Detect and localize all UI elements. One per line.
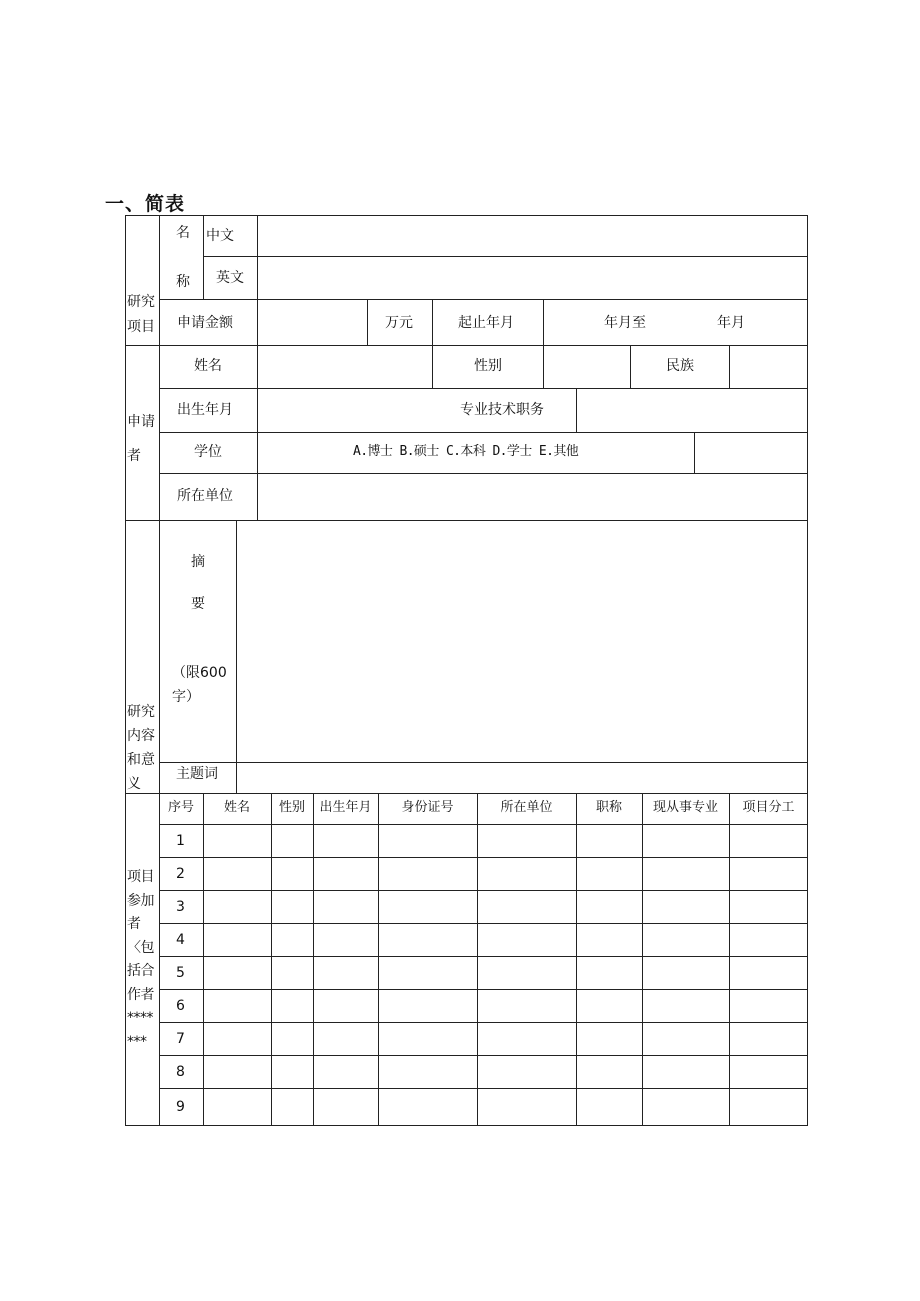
- participant-cell[interactable]: [379, 1089, 477, 1126]
- participants-header-2: 性别: [278, 800, 306, 815]
- participant-cell[interactable]: [577, 825, 642, 857]
- participant-cell[interactable]: [314, 957, 378, 989]
- abstract-label-char1: 摘: [191, 554, 205, 570]
- participant-cell[interactable]: [314, 990, 378, 1022]
- participant-cell[interactable]: [379, 825, 477, 857]
- participant-cell[interactable]: [730, 1056, 808, 1088]
- participants-header-5: 所在单位: [500, 800, 553, 815]
- participant-cell[interactable]: [643, 858, 729, 890]
- participant-cell[interactable]: [478, 957, 576, 989]
- participant-cell[interactable]: [577, 990, 642, 1022]
- name-label-part1: 名: [176, 225, 190, 241]
- participants-header-0: 序号: [167, 800, 195, 815]
- participant-cell[interactable]: [272, 990, 313, 1022]
- participant-cell[interactable]: [314, 825, 378, 857]
- participant-row-index: 9: [176, 1099, 185, 1115]
- divider-project-applicant: [125, 345, 808, 346]
- participant-cell[interactable]: [730, 990, 808, 1022]
- participant-cell[interactable]: [204, 924, 271, 956]
- participants-header-6: 职称: [595, 800, 623, 815]
- participant-cell[interactable]: [204, 858, 271, 890]
- period-label: 起止年月: [458, 315, 514, 331]
- participant-cell[interactable]: [643, 957, 729, 989]
- participants-header-1: 姓名: [223, 800, 251, 815]
- participant-cell[interactable]: [643, 1056, 729, 1088]
- birth-label: 出生年月: [177, 402, 233, 418]
- participant-cell[interactable]: [577, 1023, 642, 1055]
- participant-cell[interactable]: [379, 990, 477, 1022]
- participant-cell[interactable]: [478, 1089, 576, 1126]
- participant-cell[interactable]: [730, 825, 808, 857]
- participant-cell[interactable]: [379, 1056, 477, 1088]
- participant-cell[interactable]: [314, 1056, 378, 1088]
- participant-cell[interactable]: [314, 924, 378, 956]
- participant-cell[interactable]: [730, 1089, 808, 1126]
- participants-header-7: 现从事专业: [652, 800, 719, 815]
- participant-cell[interactable]: [577, 957, 642, 989]
- participant-cell[interactable]: [730, 957, 808, 989]
- participant-cell[interactable]: [577, 858, 642, 890]
- chinese-name-field[interactable]: [258, 216, 807, 256]
- participants-header-3: 出生年月: [319, 800, 372, 815]
- participant-cell[interactable]: [204, 1089, 271, 1126]
- participant-row-index: 4: [176, 931, 185, 948]
- unit-label: 所在单位: [177, 488, 233, 504]
- amount-label: 申请金额: [177, 315, 233, 331]
- project-group-label: 研究项目: [127, 294, 155, 335]
- participant-cell[interactable]: [379, 924, 477, 956]
- participant-cell[interactable]: [272, 1056, 313, 1088]
- participant-cell[interactable]: [478, 924, 576, 956]
- participant-row-index: 6: [176, 997, 185, 1014]
- degree-options[interactable]: A.博士 B.硕士 C.本科 D.学士 E.其他: [353, 444, 579, 459]
- participant-cell[interactable]: [577, 924, 642, 956]
- participants-group-label: 项目参加者〈包括合作者*******: [127, 869, 154, 1050]
- unit-field[interactable]: [258, 474, 807, 520]
- ethnicity-label: 民族: [666, 358, 694, 374]
- participant-cell[interactable]: [272, 891, 313, 923]
- applicant-group-label: 申请者: [127, 414, 155, 464]
- ethnicity-field[interactable]: [730, 346, 807, 388]
- name-label-part2: 称: [176, 274, 190, 290]
- participant-cell[interactable]: [643, 924, 729, 956]
- participant-cell[interactable]: [204, 1056, 271, 1088]
- participant-cell[interactable]: [478, 1056, 576, 1088]
- gender-field[interactable]: [544, 346, 630, 388]
- amount-field[interactable]: [258, 300, 366, 344]
- degree-label: 学位: [194, 444, 222, 460]
- amount-unit: 万元: [385, 315, 413, 331]
- keywords-label: 主题词: [176, 766, 218, 782]
- participant-cell[interactable]: [204, 825, 271, 857]
- applicant-name-field[interactable]: [258, 346, 432, 388]
- birth-field[interactable]: [258, 389, 432, 432]
- english-name-field[interactable]: [258, 257, 807, 299]
- degree-extra-field[interactable]: [695, 433, 807, 473]
- participant-cell[interactable]: [730, 858, 808, 890]
- divider-research-participants: [125, 793, 808, 794]
- chinese-name-label: 中文: [206, 228, 234, 244]
- participant-row-index: 1: [176, 832, 185, 849]
- english-name-label: 英文: [216, 270, 244, 286]
- participant-cell[interactable]: [379, 1023, 477, 1055]
- participant-cell[interactable]: [204, 891, 271, 923]
- participant-cell[interactable]: [643, 1023, 729, 1055]
- participant-row-index: 2: [176, 865, 185, 882]
- participant-cell[interactable]: [643, 825, 729, 857]
- participant-cell[interactable]: [314, 858, 378, 890]
- participant-cell[interactable]: [730, 891, 808, 923]
- abstract-limit-note: （限600字）: [172, 665, 227, 705]
- participant-row-index: 7: [176, 1030, 185, 1047]
- participant-cell[interactable]: [478, 990, 576, 1022]
- participant-cell[interactable]: [204, 990, 271, 1022]
- participant-cell[interactable]: [643, 891, 729, 923]
- participants-header-8: 项目分工: [742, 800, 795, 815]
- research-group-label: 研究内容和意义: [127, 704, 155, 792]
- period-from[interactable]: 年月至: [604, 315, 646, 331]
- participant-cell[interactable]: [577, 1089, 642, 1126]
- participant-cell[interactable]: [272, 858, 313, 890]
- participant-cell[interactable]: [379, 891, 477, 923]
- applicant-name-label: 姓名: [194, 358, 222, 374]
- participant-cell[interactable]: [272, 825, 313, 857]
- participants-header-4: 身份证号: [401, 800, 454, 815]
- participant-cell[interactable]: [314, 1089, 378, 1126]
- keywords-field[interactable]: [237, 763, 807, 793]
- participant-cell[interactable]: [379, 957, 477, 989]
- participant-cell[interactable]: [478, 1023, 576, 1055]
- abstract-field[interactable]: [237, 521, 807, 762]
- participant-row-index: 3: [176, 898, 185, 915]
- section-heading: 一、简表: [105, 193, 186, 215]
- professional-title-label: 专业技术职务: [460, 402, 544, 418]
- participant-row-index: 5: [176, 964, 185, 981]
- participant-cell[interactable]: [730, 924, 808, 956]
- participant-cell[interactable]: [478, 891, 576, 923]
- participant-cell[interactable]: [272, 957, 313, 989]
- participant-cell[interactable]: [478, 825, 576, 857]
- participant-cell[interactable]: [314, 1023, 378, 1055]
- professional-title-field[interactable]: [577, 389, 807, 432]
- abstract-label-char2: 要: [191, 596, 205, 612]
- participant-cell[interactable]: [204, 1023, 271, 1055]
- participant-cell[interactable]: [272, 1089, 313, 1126]
- participant-cell[interactable]: [643, 1089, 729, 1126]
- gender-label: 性别: [474, 358, 502, 374]
- participant-cell[interactable]: [643, 990, 729, 1022]
- participant-cell[interactable]: [272, 1023, 313, 1055]
- period-to[interactable]: 年月: [717, 315, 745, 331]
- participant-cell[interactable]: [577, 891, 642, 923]
- participant-cell[interactable]: [577, 1056, 642, 1088]
- participant-cell[interactable]: [478, 858, 576, 890]
- participant-cell[interactable]: [314, 891, 378, 923]
- participant-row-index: 8: [176, 1063, 185, 1080]
- participant-cell[interactable]: [379, 858, 477, 890]
- participant-cell[interactable]: [730, 1023, 808, 1055]
- participant-cell[interactable]: [204, 957, 271, 989]
- participant-cell[interactable]: [272, 924, 313, 956]
